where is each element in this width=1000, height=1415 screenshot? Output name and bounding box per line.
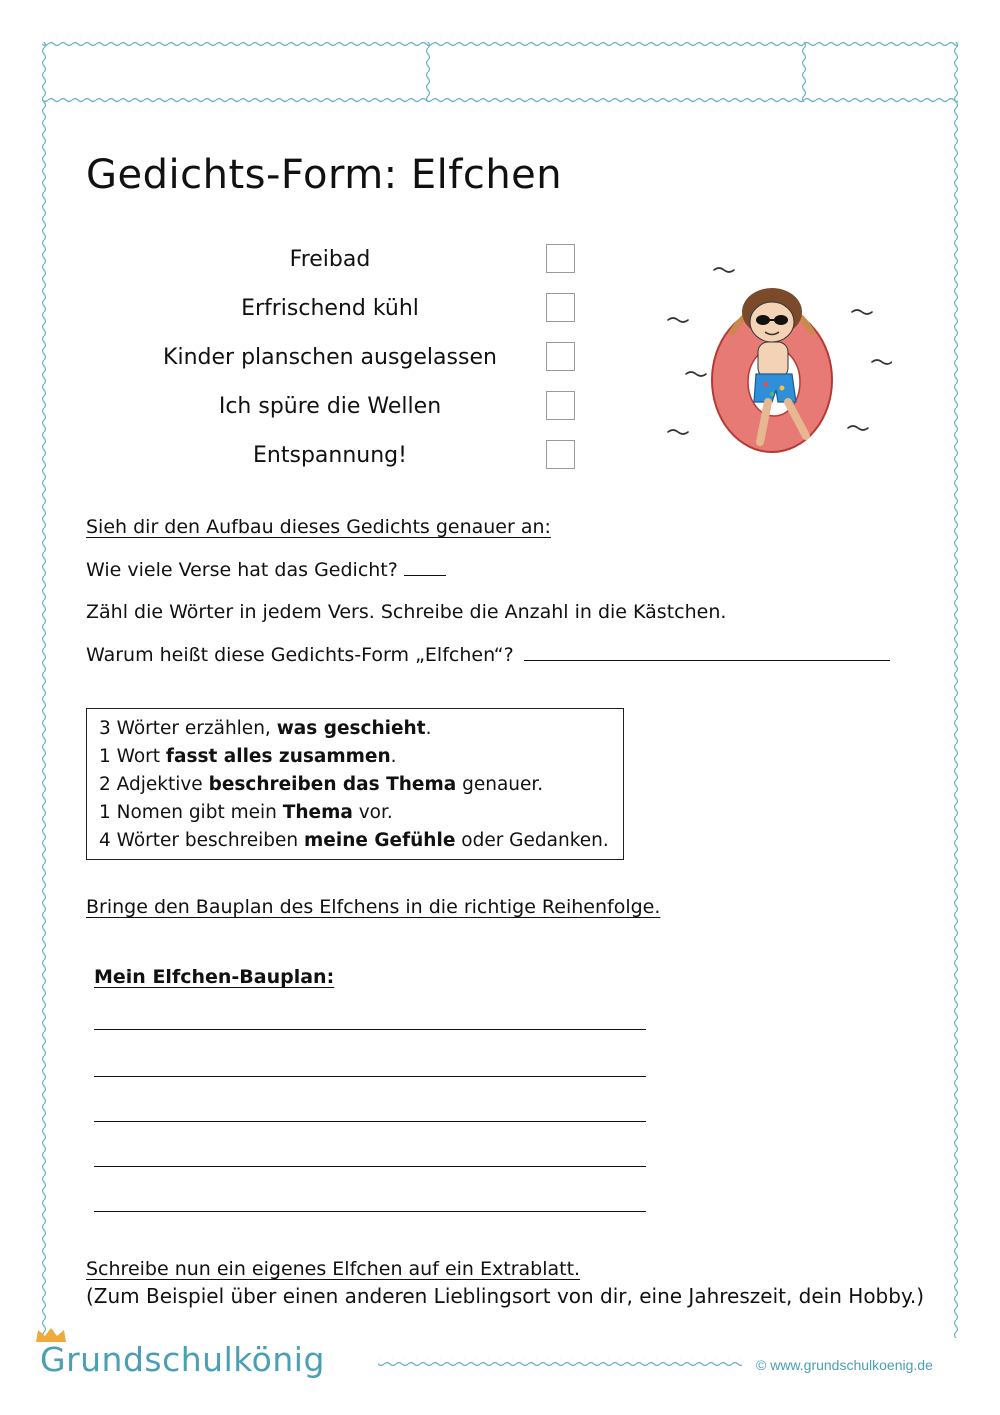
- question-verses-text: Wie viele Verse hat das Gedicht?: [86, 559, 398, 581]
- poem-line: Freibad: [289, 247, 371, 272]
- question-verses: [86, 559, 446, 581]
- word-count-box[interactable]: [546, 244, 575, 273]
- website-url[interactable]: © www.grundschulkoenig.de: [756, 1357, 933, 1373]
- question-why: [86, 644, 890, 666]
- order-task: Bringe den Bauplan des Elfchens in die richtige Reihenfolge.: [86, 896, 661, 918]
- plan-writing-line[interactable]: [94, 1028, 646, 1030]
- poem-line: Erfrischend kühl: [241, 296, 419, 321]
- question-count: Zähl die Wörter in jedem Vers. Schreibe die Anzahl in die Kästchen.: [86, 601, 727, 623]
- plan-writing-line[interactable]: [94, 1210, 646, 1212]
- swim-ring-child-illustration: [662, 262, 892, 472]
- poem-line: Ich spüre die Wellen: [218, 394, 442, 419]
- final-task: Schreibe nun ein eigenes Elfchen auf ein Extrablatt.: [86, 1258, 581, 1280]
- answer-blank-why[interactable]: [524, 659, 890, 661]
- final-hint: (Zum Beispiel über einen anderen Lieblingsort von dir, eine Jahreszeit, dein Hobby.): [86, 1284, 925, 1308]
- word-count-box[interactable]: [546, 391, 575, 420]
- brand-logo-text: Grundschulkönig: [40, 1340, 325, 1379]
- word-count-box[interactable]: [546, 293, 575, 322]
- plan-title: Mein Elfchen-Bauplan:: [94, 966, 335, 988]
- answer-blank-verses[interactable]: [404, 574, 446, 576]
- rule-line: 2 Adjektive beschreiben das Thema genauer.: [99, 774, 544, 795]
- elfchen-rules-box: [86, 708, 624, 860]
- plan-writing-line[interactable]: [94, 1165, 646, 1167]
- question-why-text: Warum heißt diese Gedichts-Form „Elfchen“?: [86, 644, 514, 666]
- task-intro: Sieh dir den Aufbau dieses Gedichts genauer an:: [86, 516, 551, 538]
- rule-line: 4 Wörter beschreiben meine Gefühle oder Gedanken.: [99, 830, 609, 851]
- poem: [160, 240, 500, 485]
- word-count-box[interactable]: [546, 342, 575, 371]
- plan-writing-line[interactable]: [94, 1075, 646, 1077]
- poem-line: Entspannung!: [253, 443, 407, 468]
- plan-writing-line[interactable]: [94, 1120, 646, 1122]
- rule-line: 1 Wort fasst alles zusammen.: [99, 746, 397, 767]
- poem-line: Kinder planschen ausgelassen: [163, 345, 497, 370]
- page-title: Gedichts-Form: Elfchen: [86, 152, 563, 198]
- rule-line: 1 Nomen gibt mein Thema vor.: [99, 802, 393, 823]
- rule-line: 3 Wörter erzählen, was geschieht.: [99, 718, 432, 739]
- word-count-box[interactable]: [546, 440, 575, 469]
- word-count-boxes: [546, 244, 575, 489]
